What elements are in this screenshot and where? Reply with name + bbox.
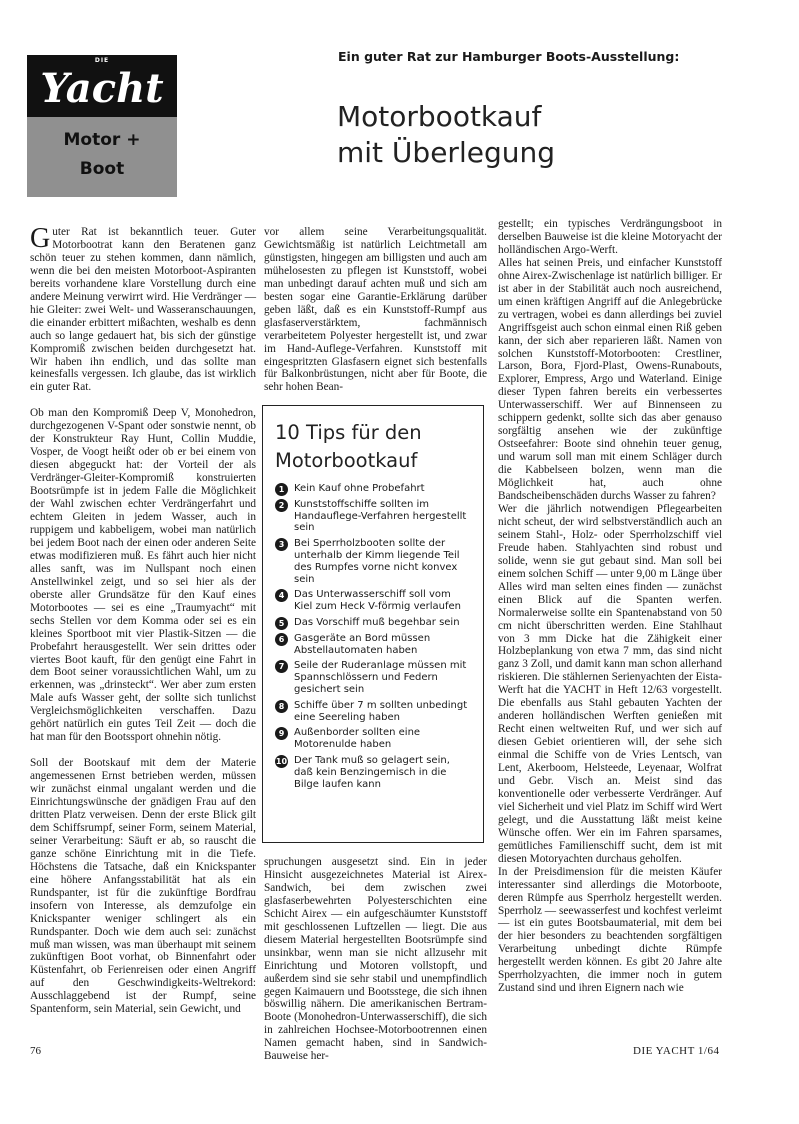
title-line1: Motorbootkauf — [337, 100, 542, 133]
tip-text: Das Vorschiff muß begehbar sein — [294, 616, 460, 628]
tip-number-badge: 10 — [275, 756, 288, 766]
article-column-3 — [498, 218, 722, 995]
article-title — [337, 99, 717, 171]
paragraph: Wer die jährlich notwendigen Pflegearbeiten nicht scheut, der wird selbstverständlich auch an seinem Stahl-, Holz- oder Sperrholzschiff viel Freude haben. Stahlyachten sind robust und solide, wenn sie gut gebaut sind. Man soll bei einem solchen Schiff — unter 9,00 m Länge über Alles wird man selten eines finden — zunächst einen Blick auf die Spanten werfen. Normalerweise sollte ein Spantenabstand von 50 cm nicht überschritten werden. Eine Stahlhaut von 3 mm Dicke hat die Zähigkeit einer Holzbeplankung von etwa 7 mm, das sind nicht ganz 3 Zoll, und damit kann man schon allerhand riskieren. Die stählernen Serienyachten der Eista-Werft hat die YACHT in Heft 12/63 vorgestellt. Die ebenfalls aus Stahl gebauten Yachten der anderen holländischen Werften genießen mit Recht einen weltweiten Ruf, und wer sich auf diesen Gebiet orientieren will, der sehe sich einmal die Schiffe von de Vries Lentsch, van Lent, Akerboom, Helsteede, Leyenaar, Wolfrat und Gebr. Visch an. Meist sind das konventionelle oder verbesserte Verdränger. Auf viel Sicherheit und viel Platz im Schiff wird Wert gelegt, und die Ausstattung läßt meist keine Wünsche offen. Wer ein im Fahren sparsames, gemütliches Familienschiff sucht, dem ist mit diesen Motoryachten durchaus geholfen. — [498, 502, 722, 865]
tip-number-badge: 6 — [275, 633, 288, 646]
article-kicker: Ein guter Rat zur Hamburger Boots-Ausstellung: — [338, 49, 680, 64]
tips-box — [262, 405, 484, 843]
article-column-2-top — [264, 226, 487, 394]
tip-item — [275, 589, 471, 613]
logo-die-text: DIE — [94, 57, 110, 64]
tip-number-badge: 4 — [275, 589, 288, 602]
tips-title — [275, 419, 471, 475]
tip-text: Seile der Ruderanlage müssen mit Spannschlössern und Federn gesichert sein — [294, 660, 467, 695]
tip-number-badge: 8 — [275, 700, 288, 713]
tip-text: Kunststoffschiffe sollten im Handauflege-Verfahren hergestellt sein — [294, 498, 467, 534]
tip-number-badge: 2 — [275, 499, 288, 512]
tip-text: Schiffe über 7 m sollten unbedingt eine Seereling haben — [294, 699, 468, 723]
article-column-2-bottom — [264, 856, 487, 1063]
section-badge-line1: Motor + — [63, 130, 141, 150]
paragraph: Ob man den Kompromiß Deep V, Monohedron, durchgezogenen V-Spant oder sonstwie nennt, ob der Konstrukteur Ray Hunt, Collin Muddie, Vosper, de Voogt heißt oder ob er bei einem von diesen abgeguckt hat: der Vorteil der als Verdränger-Gleiter-Kompromiß konstruierten Bootsrümpfe ist in jedem Falle die Möglichkeit der Wahl zwischen echter Verdrängerfahrt und echtem Gleiten in jedem Wasser, auch in ruppigem und kabbeligem, wobei man natürlich bei jedem Boot nach der einen oder anderen Seite etwas modifizieren muß. Es fährt auch hier nicht alles sanft, was im Nullspant noch einen Anstellwinkel zeigt, und so sei hier als der oberste aller Grundsätze für den Kauf eines Motorbootes — sei es eine „Traumyacht“ mit sechs Stellen vor dem Komma oder sei es ein kleines Sportboot mit vier Plastik-Sitzen — die Probefahrt herausgestellt. Wer sein drittes oder viertes Boot kauft, für den genügt eine Fahrt in dem Boot seiner voraussichtlichen Wahl, um zu erkennen, was „drinsteckt“. Wer aber zum ersten Male aufs Wasser geht, der sollte sich tunlichst Vergleichsmöglichkeiten verschaffen. Dazu gehört natürlich ein gutes Teil Zeit — doch die hat man für den Bootssport ohnehin nötig. — [30, 407, 256, 744]
tips-list — [275, 483, 471, 790]
tip-text: Kein Kauf ohne Probefahrt — [294, 483, 425, 494]
tip-item — [275, 755, 471, 790]
tip-text: Der Tank muß so gelagert sein, daß kein Benzingemisch in die Bilge laufen kann — [294, 754, 450, 790]
tip-item — [275, 660, 471, 695]
tip-text: Außenborder sollten eine Motorenulde haben — [294, 727, 421, 751]
tip-item — [275, 633, 471, 657]
tips-title-line2: Motorbootkauf — [275, 449, 418, 472]
section-badge-line2: Boot — [79, 159, 125, 179]
tip-text: Gasgeräte an Bord müssen Abstellautomaten haben — [294, 632, 431, 656]
issue-label: DIE YACHT 1/64 — [633, 1045, 720, 1057]
tip-item — [275, 483, 471, 495]
paragraph-text: uter Rat ist bekanntlich teuer. Guter Motorbootrat kann den Beratenen ganz schön teuer zu stehen kommen, dann nämlich, wenn die bei den meisten Motorboot-Aspiranten bereits vorhandene klare Vorstellung durch eine andere Meinung verwirrt wird. Hie Verdränger — hie Gleiter: zwei Welt- und Wasseranschauungen, die einander erbittert mißachten, weshalb es denn auch so lange gedauert hat, bis sich der günstige Kompromiß zwischen beiden durchgesetzt hat. Wir haben ihn endlich, und das sollte man keinesfalls vergessen. Ich glaube, das ist wirklich ein guter Rat. — [30, 226, 256, 394]
tip-item — [275, 617, 471, 629]
tips-title-line1: 10 Tips für den — [275, 421, 422, 444]
paragraph: In der Preisdimension für die meisten Käufer interessanter sind allerdings die Motorboote, deren Rümpfe aus Sperrholz hergestellt werden. Sperrholz — seewasserfest und kochfest verleimt — ist ein gutes Bootsbaumaterial, mit dem bei der hier besonders zu beachtenden sorgfältigen Verarbeitung unbedingt dichte Rümpfe hergestellt werden können. Es gibt 20 Jahre alte Sperrholzyachten, die immer noch in gutem Zustand sind und ihren Eignern nach wie — [498, 865, 722, 995]
paragraph: spruchungen ausgesetzt sind. Ein in jeder Hinsicht ausgezeichnetes Material ist Airex-Sandwich, bei dem zwischen zwei glasfaserbewehrten Polyesterschichten eine Schicht Airex — ein aufgeschäumter Kunststoff mit geschlossenen Luftzellen — liegt. Die aus diesem Material hergestellten Bootsrümpfe sind unsinkbar, wenn man sie nicht allzusehr mit Einrichtung und Motoren vollstopft, und außerdem sind sie sehr stabil und unempfindlich gegen Kaimauern und Bootsstege, die sich ihnen böswillig nähern. Die amerikanischen Bertram-Boote (Monohedron-Unterwasserschiff), die sich in zahlreichen Hochsee-Motorbootrennen einen Namen gemacht haben, sind in Sandwich-Bauweise her- — [264, 856, 487, 1063]
tip-item — [275, 538, 471, 585]
tip-item — [275, 499, 471, 534]
tip-number-badge: 5 — [275, 617, 288, 630]
paragraph: Alles hat seinen Preis, und einfacher Kunststoff ohne Airex-Zwischenlage ist natürlich billiger. Er ist aber in der Stabilität auch noch ausreichend, um einen kräftigen Angriff auf die Anlegebrücke zu vertragen, wobei es dann allerdings bei zuviel Angriffsgeist auch schon einmal einen Riß geben kann, der sich aber reparieren läßt. Namen von solchen Kunststoff-Motorbooten: Crestliner, Larson, Bora, Fjord-Plast, Owens-Runabouts, Explorer, Empress, Argo und Waterland. Einige dieser Typen fahren bereits ein verbessertes Unterwasserschiff. Wer auf Binnenseen zu schippern gedenkt, sollte sich das aber genauso sorgfältig ansehen wie der zukünftige Ostseefahrer: Boote sind ohnehin teuer genug, und warum soll man mit einem Schläger durch die Kabbelseen bolzen, wenn man die Möglichkeit hat, auch ohne Bandscheibenschäden durchs Wasser zu fahren? — [498, 256, 722, 503]
tip-number-badge: 7 — [275, 660, 288, 673]
drop-cap: G — [30, 223, 51, 254]
paragraph: Soll der Bootskauf mit dem der Materie angemessenen Ernst betrieben werden, müssen wir zunächst einmal ungalant werden und die Einrichtungswünsche der gnädigen Frau auf den dritten Platz verweisen. Denn der erste Blick gilt dem Schiffsrumpf, seiner Form, seinem Material, seiner Verarbeitung: Säuft er ab, so rauscht die ganze schöne Einrichtung mit in die Tiefe. Höchstens die Tatsache, daß ein Knickspanter eine höhere Anfangsstabilität hat als ein Rundspanter, ist für die zukünftige Bordfrau insofern von Interesse, als demzufolge ein Knickspanter weniger schlingert als ein Rundspanter. Doch wie dem auch sei: zunächst muß man wissen, was man überhaupt mit seinem zukünftigen Boot vorhat, ob Binnenfahrt oder Küstenfahrt, ob Ferienreisen oder einen Angriff auf den Geschwindigkeits-Weltrekord: Ausschlaggebend ist der Rumpf, seine Spantenform, sein Material, sein Gewicht, und — [30, 757, 256, 1016]
magazine-logo — [27, 55, 177, 117]
tip-number-badge: 1 — [275, 483, 288, 496]
paragraph: vor allem seine Verarbeitungsqualität. Gewichtsmäßig ist natürlich Leichtmetall am günstigsten, hingegen am billigsten und auch am mühelosesten zu pflegen ist Kunststoff, wobei man unbedingt darauf achten muß und sich am besten sogar eine Garantie-Erklärung darüber geben läßt, daß es ein Kunststoff-Rumpf aus glasfaserverstärktem, fachmännisch verarbeitetem Polyester hergestellt ist, und zwar im Hand-Auflege-Verfahren. Kunststoff mit eingespritzten Glasfasern eignet sich bestenfalls für Balkonbrüstungen, nicht aber für Boote, die sehr hohen Bean- — [264, 226, 487, 394]
article-column-1 — [30, 223, 256, 1016]
paragraph — [30, 223, 256, 394]
section-badge — [27, 117, 177, 197]
paragraph: gestellt; ein typisches Verdrängungsboot in derselben Bauweise ist die kleine Motoryacht der holländischen Argo-Werft. — [498, 218, 722, 256]
tip-number-badge: 3 — [275, 538, 288, 551]
tip-text: Bei Sperrholzbooten sollte der unterhalb der Kimm liegende Teil des Rumpfes vorne nicht konvex sein — [294, 538, 460, 585]
logo-yacht-text: Yacht — [40, 65, 164, 112]
tip-item — [275, 727, 471, 751]
title-line2: mit Überlegung — [337, 136, 555, 169]
tip-number-badge: 9 — [275, 727, 288, 740]
tip-item — [275, 700, 471, 724]
page-number: 76 — [30, 1045, 41, 1057]
tip-text: Das Unterwasserschiff soll vom Kiel zum Heck V-förmig verlaufen — [294, 589, 462, 613]
